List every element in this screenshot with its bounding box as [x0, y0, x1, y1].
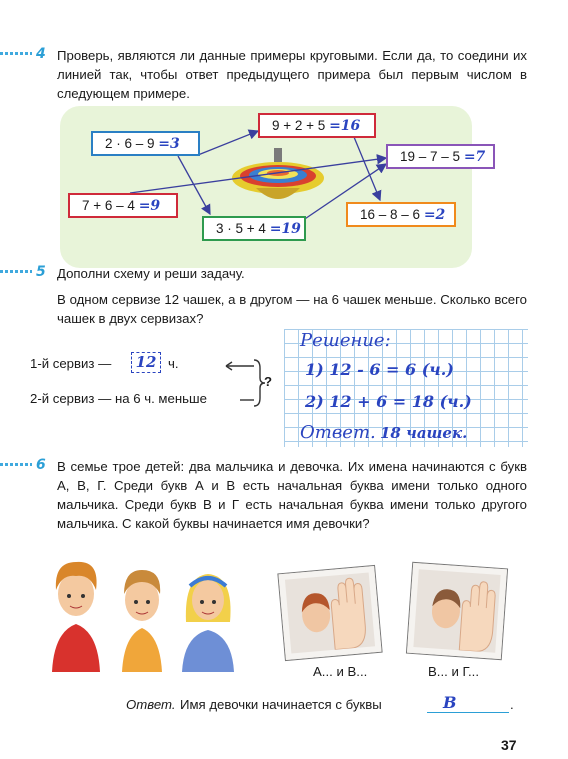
example-answer: =7: [463, 149, 486, 165]
task4-text: Проверь, являются ли данные примеры круговыми. Если да, то соедини их линией так, чтобы ответ предыдущего примера был первым числом в следующем примере.: [57, 48, 527, 101]
example-expression: 7 + 6 – 4: [82, 198, 135, 213]
scheme-row-2-label: 2-й сервиз — на 6 ч. меньше: [30, 391, 207, 406]
solution-step: 2) 12 + 6 = 18 (ч.): [305, 392, 472, 411]
example-expression: 16 – 8 – 6: [360, 207, 421, 222]
example-expression: 9 + 2 + 5: [272, 118, 326, 133]
example-box: [202, 216, 306, 241]
task-marker: [0, 463, 32, 466]
answer-text: Имя девочки начинается с буквы: [180, 697, 382, 712]
scheme-unit: ч.: [168, 356, 179, 371]
example-box: [258, 113, 376, 138]
hand-icon: [413, 569, 500, 653]
example-answer: =16: [329, 118, 361, 134]
scheme-row-1-label: 1-й сервиз —: [30, 356, 112, 371]
example-answer: =3: [158, 136, 180, 152]
example-expression: 2 · 6 – 9: [105, 136, 155, 151]
answer-line: [427, 712, 509, 713]
photo-covered-by-hand: [407, 563, 507, 659]
task5-heading: Дополни схему и реши задачу.: [57, 266, 245, 281]
photo-caption: А... и В...: [313, 664, 368, 679]
photo-covered-by-hand: [278, 566, 381, 660]
example-box: [346, 202, 456, 227]
answer-end: .: [510, 697, 514, 712]
page-number: 37: [501, 737, 517, 753]
example-expression: 3 · 5 + 4: [216, 221, 266, 236]
example-answer: =9: [138, 198, 161, 214]
answer-label: Ответ.: [126, 697, 176, 712]
task-number: 6: [36, 457, 46, 473]
solution-answer-value: 18 чашек.: [380, 424, 468, 442]
children-illustration: [50, 552, 250, 672]
scheme-brace: [218, 356, 268, 412]
photo-caption: В... и Г...: [428, 664, 480, 679]
hand-icon: [285, 572, 375, 653]
example-box: [91, 131, 200, 156]
example-expression: 19 – 7 – 5: [400, 149, 461, 164]
scheme-value-box: 12: [131, 352, 161, 373]
example-box: [68, 193, 178, 218]
scheme-question-mark: ?: [264, 374, 273, 389]
solution-step: 1) 12 - 6 = 6 (ч.): [305, 360, 454, 379]
solution-answer-label: Ответ.: [300, 422, 376, 443]
task-number: 5: [36, 264, 46, 280]
task5-text: В одном сервизе 12 чашек, а в другом — на 6 чашек меньше. Сколько всего чашек в двух сервизах?: [57, 292, 527, 326]
solution-title: Решение:: [300, 330, 391, 351]
task-number: 4: [36, 46, 46, 62]
task-marker: [0, 270, 32, 273]
answer-value: В: [443, 693, 457, 712]
task6-text: В семье трое детей: два мальчика и девочка. Их имена начинаются с букв А, В, Г. Среди букв А и В есть начальная буква имени только одного мальчика. Среди букв В и Г есть начальная буква имени только другого мальчика. С какой буквы начинается имя девочки?: [57, 459, 527, 531]
example-answer: =2: [423, 207, 446, 223]
example-answer: =19: [269, 221, 301, 237]
example-box: [386, 144, 495, 169]
